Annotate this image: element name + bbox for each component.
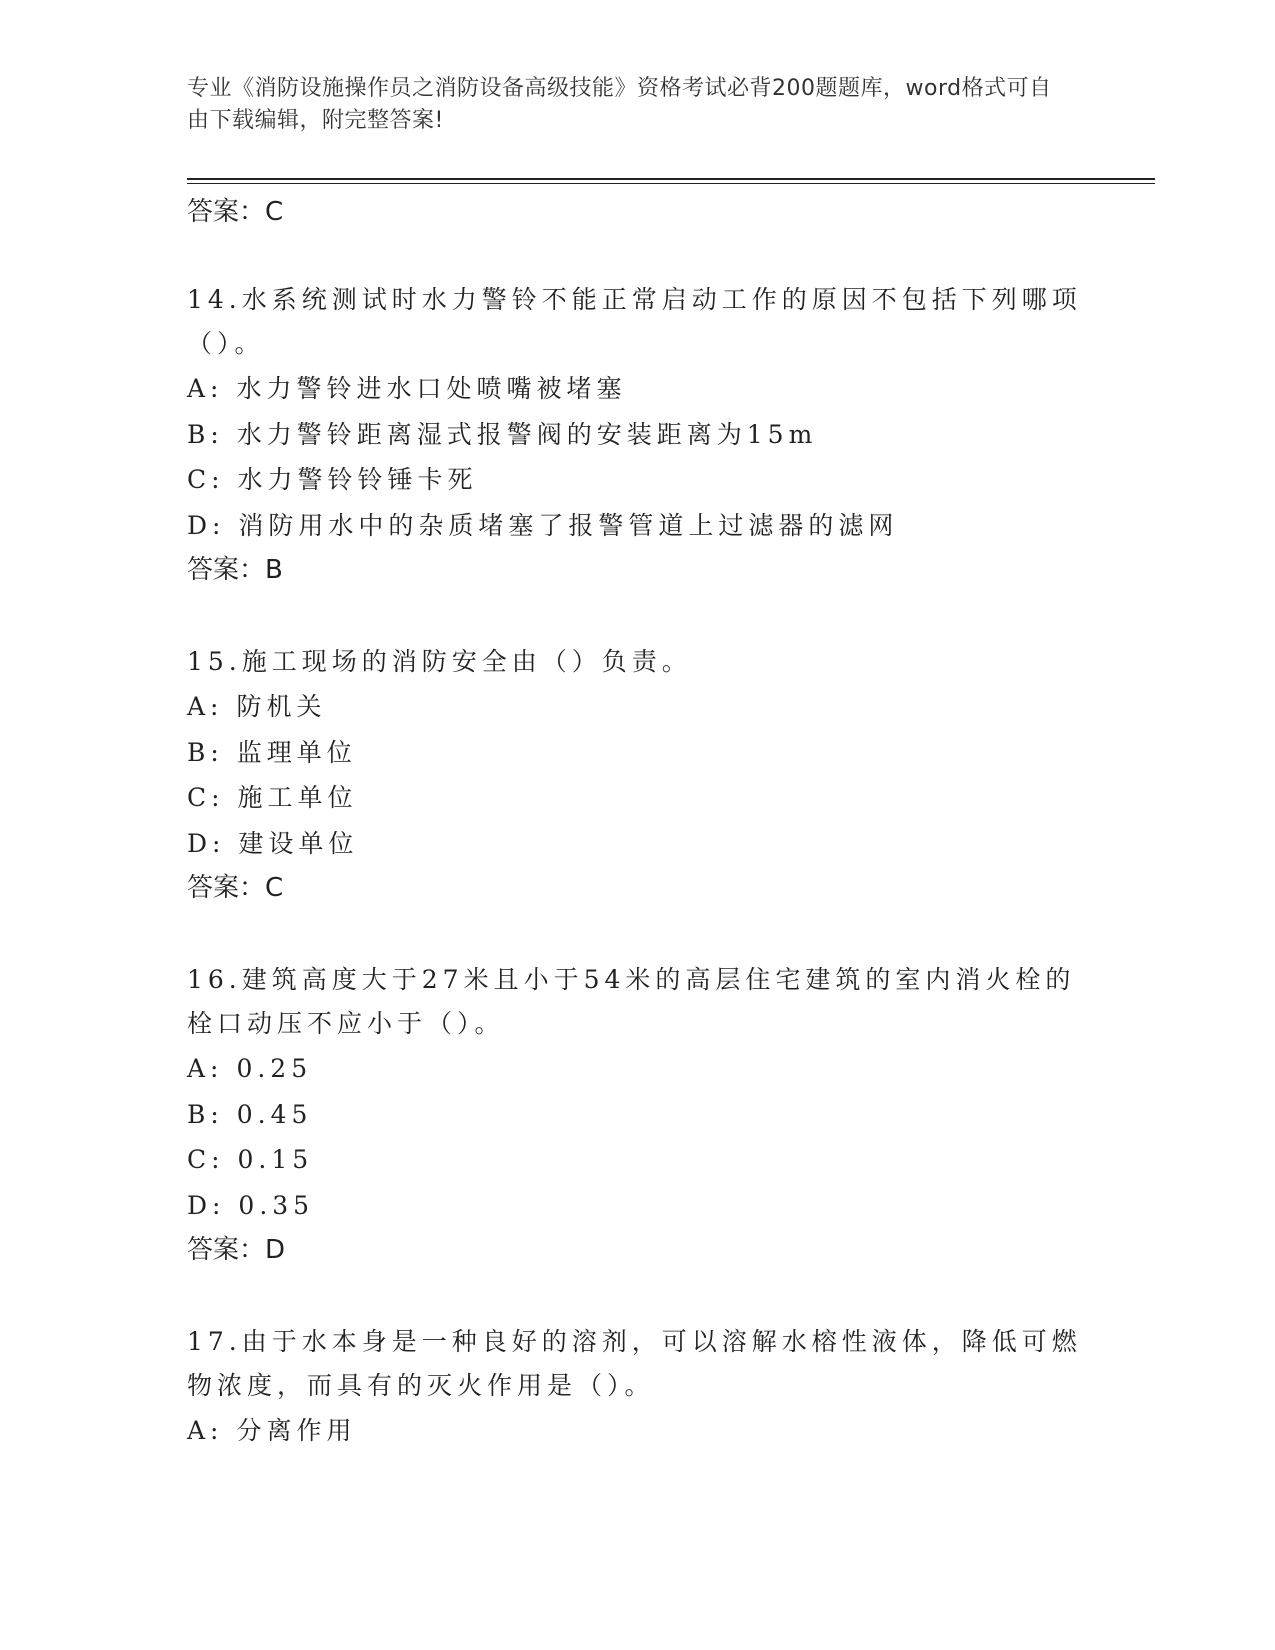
option-letter: A: xyxy=(187,374,224,403)
question-number: 14. xyxy=(187,285,242,314)
option-b xyxy=(187,412,1087,458)
answer-line xyxy=(187,866,1087,910)
option-text: 0.25 xyxy=(236,1054,313,1083)
option-letter: A: xyxy=(187,1416,224,1445)
question-text xyxy=(187,278,1087,366)
question-list xyxy=(187,190,1087,1454)
option-text: 建设单位 xyxy=(238,828,359,858)
answer-label: 答案： xyxy=(187,197,266,227)
option-text: 0.35 xyxy=(238,1190,315,1220)
option-letter: C: xyxy=(187,783,225,812)
question-number: 16. xyxy=(187,965,242,994)
question-body: 水系统测试时水力警铃不能正常启动工作的原因不包括下列哪项（）。 xyxy=(187,285,1082,358)
option-b xyxy=(187,730,1087,776)
answer-line xyxy=(187,1228,1087,1272)
option-d xyxy=(187,503,1087,549)
option-text: 0.15 xyxy=(237,1145,314,1174)
option-letter: A: xyxy=(187,692,224,721)
option-text: 消防用水中的杂质堵塞了报警管道上过滤器的滤网 xyxy=(238,510,899,540)
answer-label: 答案： xyxy=(187,555,266,585)
answer-value: C xyxy=(265,873,284,903)
answer-line xyxy=(187,190,1087,234)
option-c xyxy=(187,1137,1087,1183)
option-letter: B: xyxy=(187,419,224,449)
option-letter: B: xyxy=(187,1099,224,1129)
option-d xyxy=(187,821,1087,867)
option-c xyxy=(187,457,1087,503)
option-letter: D: xyxy=(187,828,226,858)
document-header: 专业《消防设施操作员之消防设备高级技能》资格考试必背200题题库，word格式可自由下载编辑，附完整答案! xyxy=(187,76,1052,133)
question-text xyxy=(187,958,1087,1046)
option-a xyxy=(187,1046,1087,1092)
option-text: 施工单位 xyxy=(237,783,358,812)
option-text: 分离作用 xyxy=(236,1416,357,1445)
option-text: 水力警铃进水口处喷嘴被堵塞 xyxy=(236,374,627,403)
option-text: 水力警铃铃锤卡死 xyxy=(237,465,478,494)
question-number: 15. xyxy=(187,647,242,676)
question-body: 建筑高度大于27米且小于54米的高层住宅建筑的室内消火栓的栓口动压不应小于（）。 xyxy=(187,965,1076,1038)
header-rule-thick xyxy=(187,178,1155,180)
answer-label: 答案： xyxy=(187,1235,266,1265)
answer-value: C xyxy=(265,197,284,227)
question-15 xyxy=(187,640,1087,910)
option-d xyxy=(187,1183,1087,1229)
question-text xyxy=(187,1320,1087,1408)
option-letter: C: xyxy=(187,1145,225,1174)
option-letter: B: xyxy=(187,737,224,767)
answer-line xyxy=(187,548,1087,592)
question-body: 由于水本身是一种良好的溶剂，可以溶解水榕性液体，降低可燃物浓度，而具有的灭火作用是（）。 xyxy=(187,1327,1082,1400)
question-16 xyxy=(187,958,1087,1272)
answer-value: D xyxy=(265,1235,286,1265)
answer-value: B xyxy=(265,555,283,585)
option-a xyxy=(187,684,1087,730)
option-text: 0.45 xyxy=(236,1099,313,1129)
option-b xyxy=(187,1092,1087,1138)
option-a xyxy=(187,366,1087,412)
option-letter: A: xyxy=(187,1054,224,1083)
option-text: 水力警铃距离湿式报警阀的安装距离为15m xyxy=(236,419,818,449)
option-letter: D: xyxy=(187,510,226,540)
option-c xyxy=(187,775,1087,821)
option-text: 防机关 xyxy=(236,692,327,721)
option-letter: D: xyxy=(187,1190,226,1220)
header-rule-thin xyxy=(187,183,1155,184)
question-14 xyxy=(187,278,1087,592)
option-text: 监理单位 xyxy=(236,737,357,767)
question-body: 施工现场的消防安全由（）负责。 xyxy=(241,647,692,676)
option-letter: C: xyxy=(187,465,225,494)
question-text xyxy=(187,640,1087,684)
question-17 xyxy=(187,1320,1087,1454)
option-a xyxy=(187,1408,1087,1454)
question-number: 17. xyxy=(187,1327,242,1356)
answer-label: 答案： xyxy=(187,873,266,903)
